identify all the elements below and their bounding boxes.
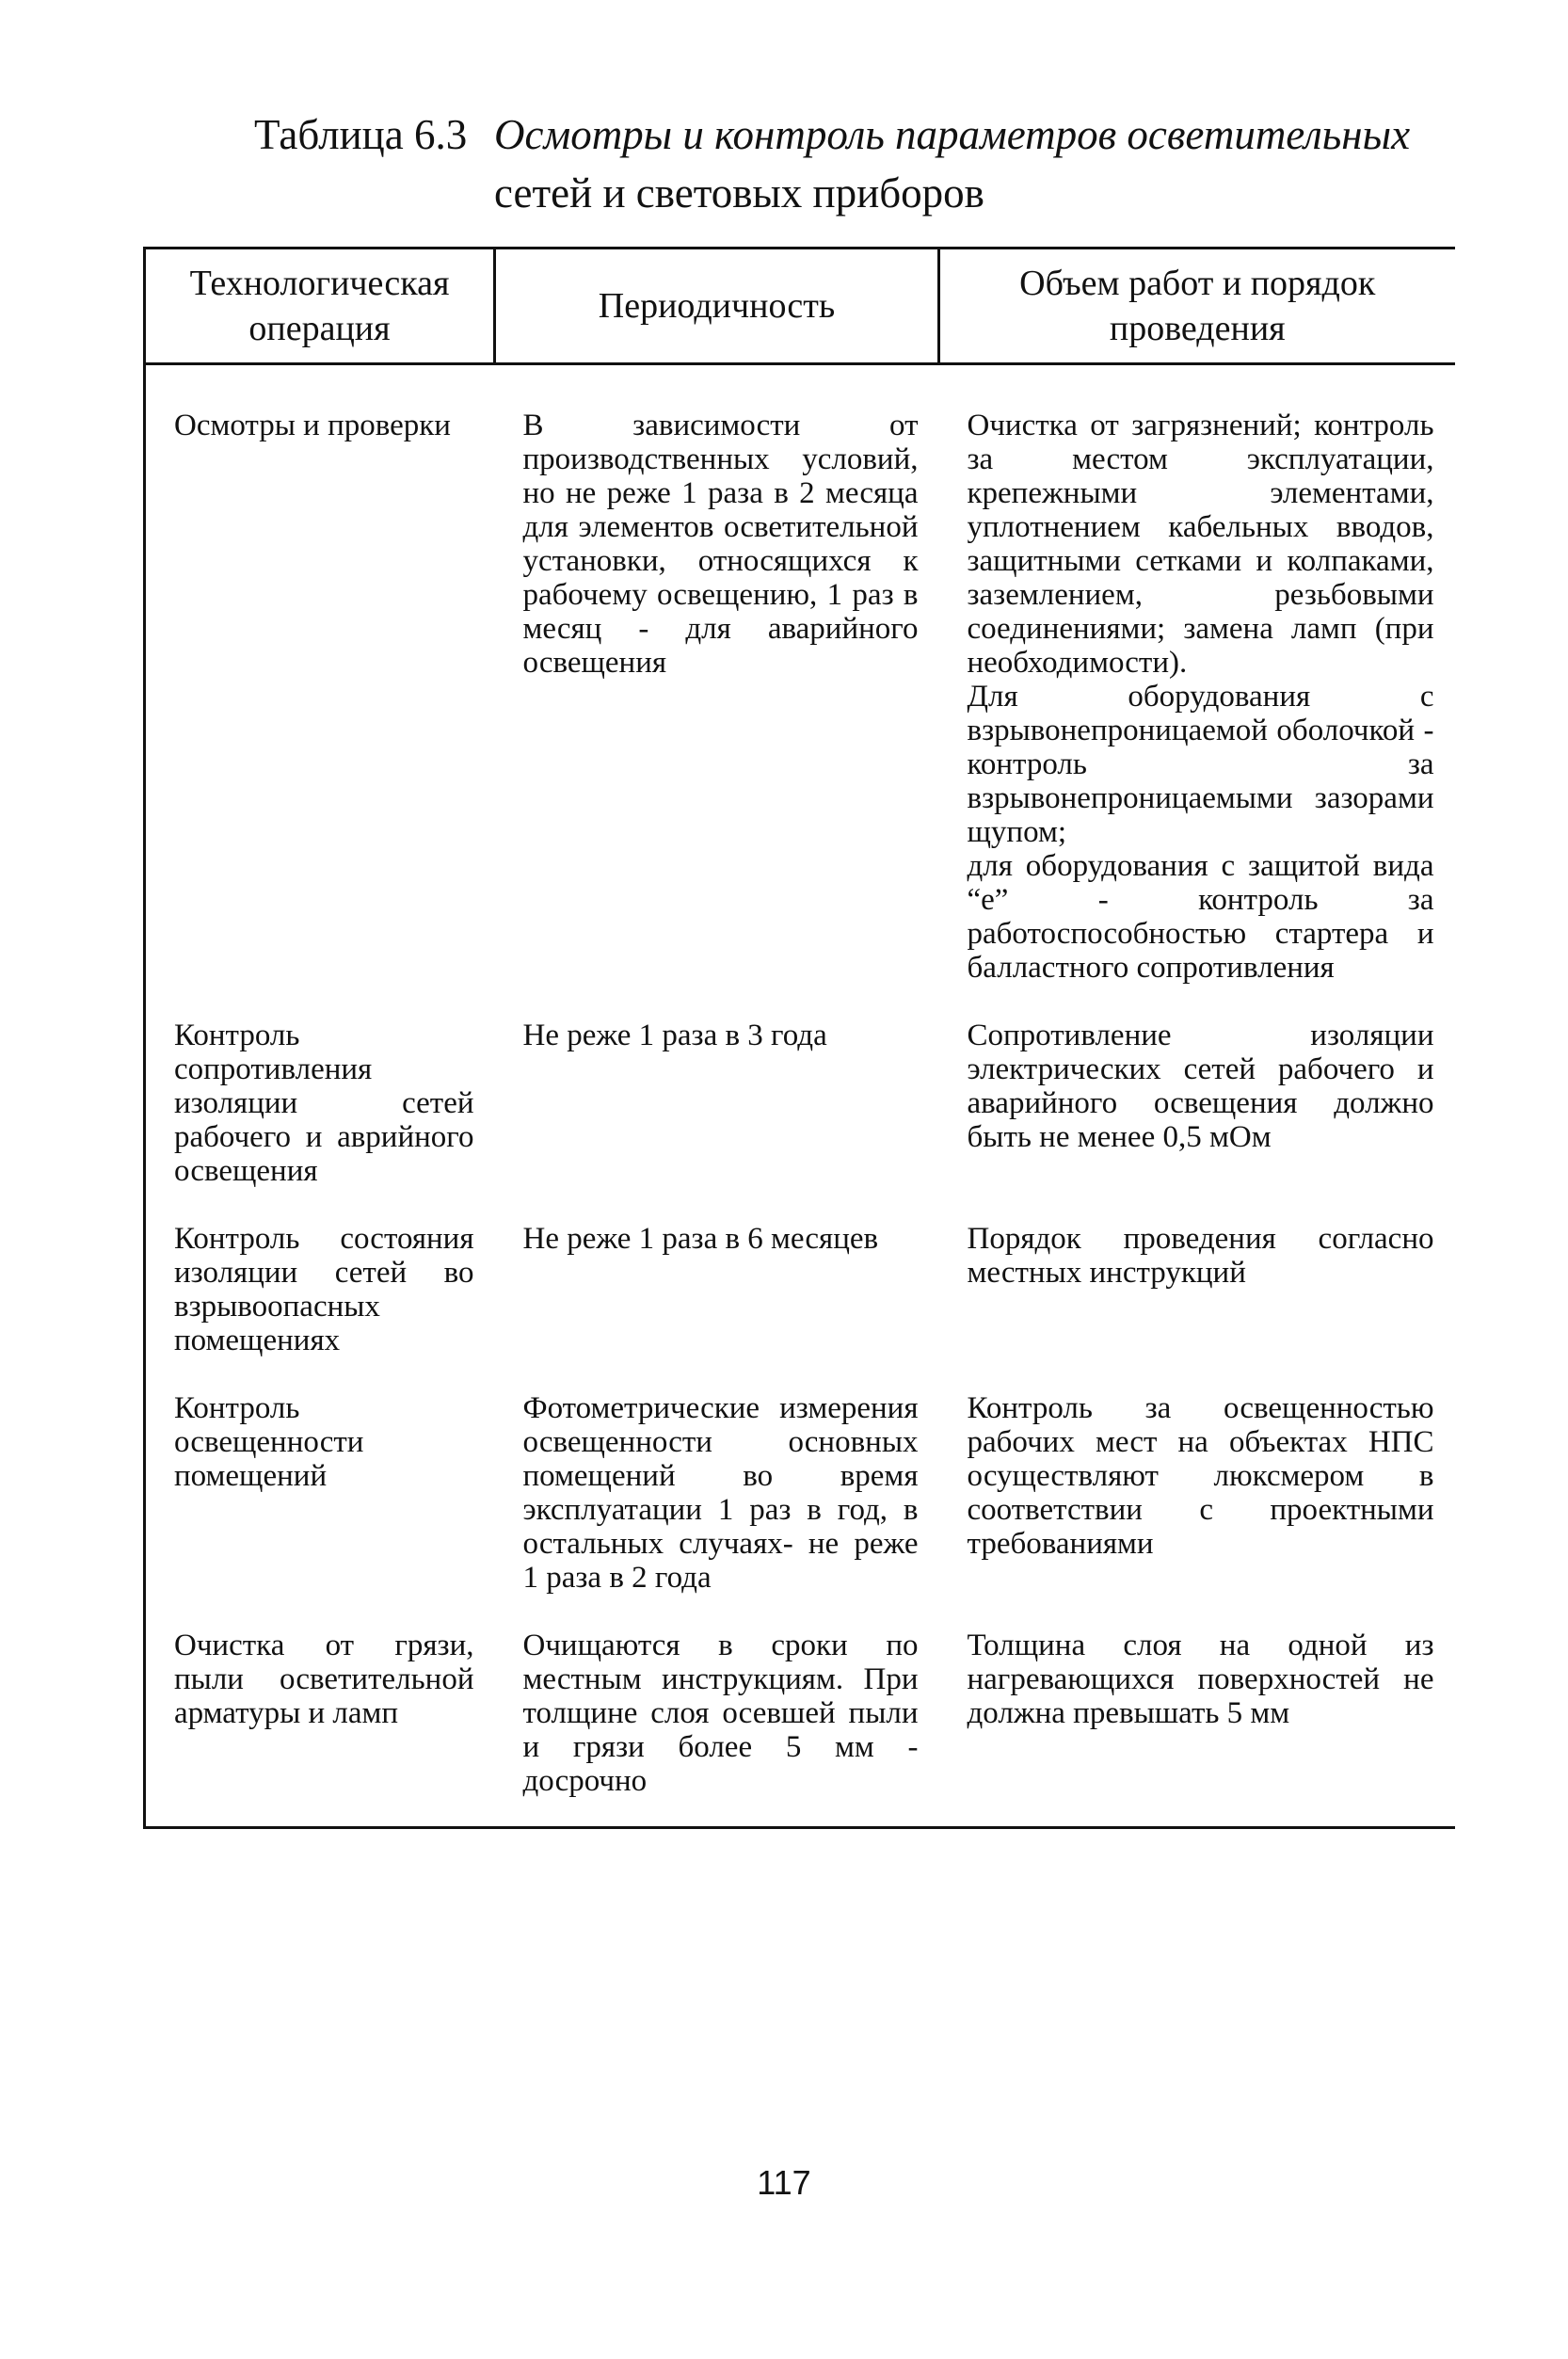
table-header bbox=[145, 249, 1455, 364]
page-number: 117 bbox=[757, 2163, 811, 2202]
table-caption bbox=[254, 105, 1431, 222]
scope-paragraph: Для оборудования с взрывонепроницаемой оболочкой - контроль за взрывонепроницаемыми зазорами щупом; bbox=[967, 680, 1434, 849]
table-body bbox=[145, 364, 1455, 1828]
cell-periodicity: Не реже 1 раза в 3 года bbox=[522, 1019, 827, 1052]
cell-scope: Сопротивление изоляции электрических сетей рабочего и аварийного освещения должно быть не менее 0,5 мОм bbox=[967, 1019, 1434, 1154]
cell-operation: Очистка от грязи, пыли осветительной арматуры и ламп bbox=[145, 1629, 495, 1828]
maintenance-table bbox=[143, 247, 1455, 1829]
table-title-line-1: Осмотры и контроль параметров осветительных bbox=[494, 111, 1411, 158]
table-row bbox=[145, 1019, 1455, 1222]
table-row bbox=[145, 1629, 1455, 1828]
table-title bbox=[494, 105, 1416, 222]
header-operation: Технологическая операция bbox=[145, 249, 495, 364]
header-row bbox=[145, 249, 1455, 364]
cell-scope: Порядок проведения согласно местных инструкций bbox=[967, 1222, 1434, 1290]
cell-periodicity: Фотометрические измерения освещенности основных помещений во время эксплуатации 1 раз в год, в остальных случаях- не реже 1 раза в 2 года bbox=[522, 1391, 919, 1595]
cell-scope: Контроль за освещенностью рабочих мест на объектах НПС осуществляют люксмером в соответствии с проектными требованиями bbox=[967, 1391, 1434, 1561]
scope-paragraph: Очистка от загрязнений; контроль за местом эксплуатации, крепежными элементами, уплотнением кабельных вводов, защитными сетками и колпаками, заземлением, резьбовыми соединениями; замена ламп (при необходимости). bbox=[967, 409, 1434, 680]
header-periodicity: Периодичность bbox=[495, 249, 939, 364]
cell-scope: Толщина слоя на одной из нагревающихся поверхностей не должна превышать 5 мм bbox=[939, 1629, 1455, 1828]
cell-operation: Осмотры и проверки bbox=[145, 364, 495, 1019]
table-row bbox=[145, 1222, 1455, 1391]
cell-operation: Контроль освещенности помещений bbox=[145, 1391, 495, 1629]
table-number: Таблица 6.3 bbox=[254, 111, 468, 158]
cell-scope bbox=[939, 364, 1455, 1019]
table-title-line-2: сетей и световых приборов bbox=[494, 169, 984, 217]
maintenance-table-container bbox=[143, 247, 1453, 1829]
cell-operation: Контроль состояния изоляции сетей во взрывоопасных помещениях bbox=[145, 1222, 495, 1391]
cell-periodicity: Не реже 1 раза в 6 месяцев bbox=[522, 1222, 879, 1256]
table-row bbox=[145, 1391, 1455, 1629]
scope-paragraph: для оборудования с защитой вида “е” - контроль за работоспособностью стартера и балластного сопротивления bbox=[967, 849, 1434, 985]
header-scope: Объем работ и порядок проведения bbox=[939, 249, 1455, 364]
cell-operation: Контроль сопротивления изоляции сетей рабочего и аврийного освещения bbox=[145, 1019, 495, 1222]
cell-periodicity: Очищаются в сроки по местным инструкциям. При толщине слоя осевшей пыли и грязи более 5 мм - досрочно bbox=[495, 1629, 939, 1828]
cell-periodicity: В зависимости от производственных условий, но не реже 1 раза в 2 месяца для элементов осветительной установки, относящихся к рабочему освещению, 1 раз в месяц - для аварийного освещения bbox=[522, 409, 919, 680]
table-row bbox=[145, 364, 1455, 1019]
